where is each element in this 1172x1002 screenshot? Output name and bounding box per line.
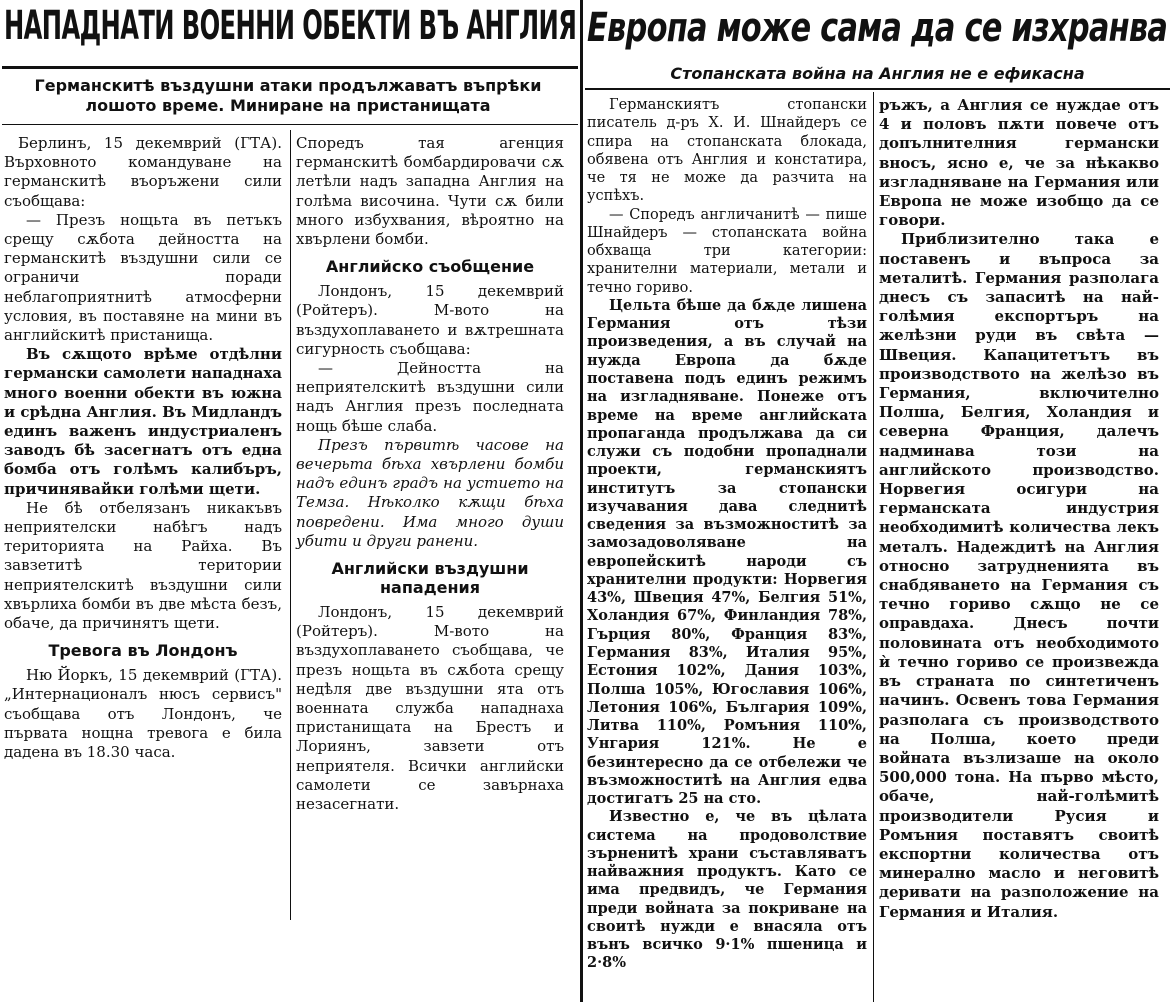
right-column-divider [873, 92, 874, 1002]
dateline-new-york: Ню Йоркъ, 15 декемврий (ГТА). „Интернационалъ нюсъ сервисъ" съобщава отъ Лондонъ, че първата нощна тревога е била дадена въ 18.30 часа. [4, 666, 282, 762]
paragraph-bold: Известно е, че въ цѣлата система на продоволствие зърненитѣ храни съставляватъ найважния продуктъ. Като се има предвидъ, че Германия преди войната за покриване на своитѣ нужди е внасяла отъ вънъ всичко 9·1% пшеница и 2·8% [587, 808, 867, 972]
right-subhead: Стопанската война на Англия не е ефикасна [670, 64, 1085, 83]
section-heading-english-raids: Английски въздушни нападения [331, 559, 529, 598]
paragraph-bold: Цельта бѣше да бѫде лишена Германия отъ тѣзи произведения, а въ случай на нужда Европа да бѫде поставена подъ единъ режимъ на изгладняване. Понеже отъ време на време английската пропаганда продължава да си служи съ подобни пропаднали проекти, германскиятъ институтъ за стопански изучавания дава следнитѣ сведения за възможноститѣ за замозадоволяване на европейскитѣ народи съ хранителни продукти: Норвегия 43%, Швеция 47%, Белгия 51%, Холандия 67%, Финландия 78%, Гърция 80%, Франция 83%, Германия 83%, Италия 95%, Естония 102%, Дания 103%, Полша 105%, Югославия 106%, Летония 106%, България 109%, Литва 110%, Ромъния 110%, Унгария 121%. Не е безинтересно да се отбележи че възможноститѣ на Англия едва достигатъ 25 на сто. [587, 296, 867, 808]
left-headline: НАПАДНАТИ ВОЕННИ ОБЕКТИ ВЪ АНГЛИЯ [4, 3, 577, 49]
right-subhead-rule [585, 88, 1170, 90]
left-subhead-rule [2, 124, 578, 125]
paragraph: — Презъ нощьта въ петъкъ срещу сѫбота дейността на германскитѣ въздушни сили се ограничи поради неблагоприятнитѣ атмосферни условия, въ поставяне на мини въ английскитѣ пристанища. [4, 210, 282, 345]
paragraph: Не бѣ отбелязанъ никакъвъ неприятелски набѣгъ надъ територията на Райха. Въ завзетитѣ територии неприятелскитѣ въздушни сили хвърлиха бомби въ две мѣста безъ, обаче, да причинятъ щети. [4, 498, 282, 633]
right-column-2 [879, 96, 1159, 922]
paragraph-bold: Въ сѫщото врѣме отдѣлни германски самолети нападнаха много военни обекти въ южна и срѣдна Англия. Въ Мидландъ единъ важенъ индустриаленъ заводъ бѣ засегнатъ отъ една бомба отъ голѣмъ калибъръ, причинявайки голѣми щети. [4, 345, 282, 498]
paragraph: Германскиятъ стопански писатель д-ръ Х. И. Шнайдеръ се спира на стопанската блокада, обявена отъ Англия и констатира, че тя не може да разчита на успѣхъ. [587, 97, 867, 205]
dateline-london: Лондонъ, 15 декемврий (Ройтеръ). М-вото на въздухоплаването и вѫтрешната сигурность съобщава: [296, 282, 564, 358]
left-subhead: Германскитѣ въздушни атаки продължаватъ въпрѣки лошото време. Миниране на пристанищата [34, 76, 542, 115]
left-headline-rule [2, 66, 578, 69]
paragraph-italic: Презъ първитѣ часове на вечерьта бѣха хвърлени бомби надъ единъ градъ на устието на Темза. Нѣколко кѫщи бѣха повредени. Има много души убити и други ранени. [296, 435, 564, 550]
paragraph: — Дейността на неприятелскитѣ въздушни сили надъ Англия презъ последната нощь бѣше слаба. [296, 359, 564, 435]
left-article-clipping [0, 0, 580, 1002]
section-heading-trevoga: Тревога въ Лондонъ [48, 641, 238, 661]
left-column-divider [290, 130, 291, 920]
section-heading-english-report: Английско съобщение [325, 257, 535, 277]
right-column-1 [587, 96, 867, 973]
left-column-1 [4, 134, 282, 762]
paragraph: Споредъ тая агенция германскитѣ бомбардировачи сѫ летѣли надъ западна Англия на голѣма височина. Чути сѫ били много избухвания, вѣроятно на хвърлени бомби. [296, 134, 564, 249]
paragraph-bold: Приблизително така е поставенъ и въпроса за металитѣ. Германия разполага днесъ съ запаситѣ на най-голѣмия експортъръ на желѣзни руди въ свѣта — Швеция. Капацитетътъ въ производството на желѣзо въ Германия, включително Полша, Белгия, Холандия и северна Франция, далечъ надминава този на английското производство. Норвегия осигури на германската индустрия необходимитѣ количества лекъ металъ. Надеждитѣ на Англия относно затрудненията въ снабдяването на Германия съ течно гориво сѫщо не се оправдаха. Днесъ почти половината отъ необходимото ѝ течно гориво се произвежда въ страната по синтетиченъ начинъ. Освенъ това Германия разполага съ производството на Полша, което преди войната възлизаше на около 500,000 тона. На първо мѣсто, обаче, най-голѣмитѣ производители Русия и Ромъния поставятъ своитѣ експортни количества отъ минерално масло и неговитѣ деривати на разположение на Германия и Италия. [879, 230, 1159, 921]
left-column-2 [296, 134, 564, 814]
right-headline: Европа може сама да се изхранва [587, 5, 1168, 51]
paragraph-bold: ръжъ, а Англия се нуждае отъ 4 и половъ пѫти повече отъ допълнителния германски вносъ, ясно е, че за нѣкакво изгладняване на Германия или Европа не може изобщо да се говори. [879, 96, 1159, 230]
dateline-london-2: Лондонъ, 15 декемврий (Ройтеръ). М-вото на въздухоплаването съобщава, че презъ нощьта въ сѫбота срещу недѣля две въздушни ята отъ военната служба нападнаха пристанищата на Брестъ и Лориянъ, завзети отъ неприятеля. Всички английски самолети се завърнаха незасегнати. [296, 603, 564, 814]
right-article-clipping [583, 0, 1172, 1002]
paragraph: — Споредъ англичанитѣ — пише Шнайдеръ — стопанската война обхваща три категории: хранителни материали, метали и течно гориво. [587, 206, 867, 296]
dateline-berlin: Берлинъ, 15 декемврий (ГТА). Върховното командуване на германскитѣ въоръжени сили съобщава: [4, 134, 282, 210]
